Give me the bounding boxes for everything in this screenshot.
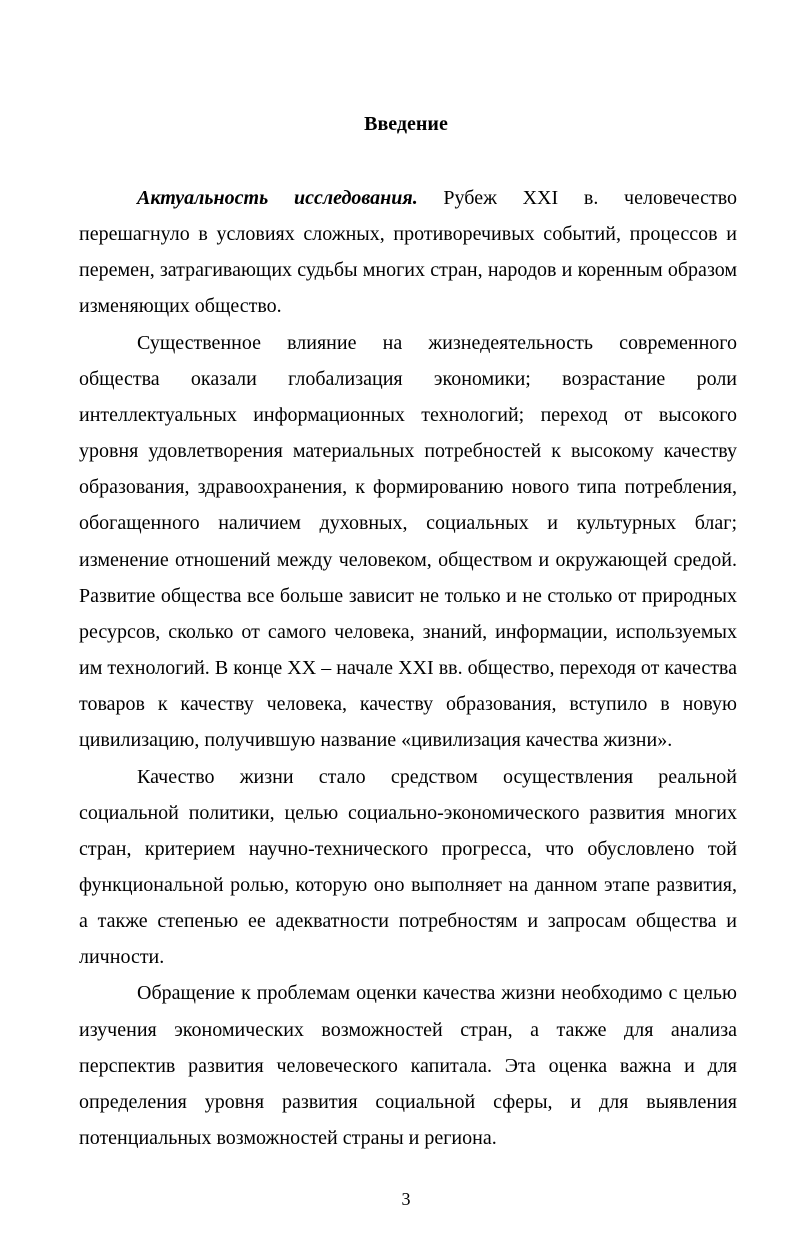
paragraph-influence: Существенное влияние на жизнедеятельность современного общества оказали глобализация экономики; возрастание роли интеллектуальных информационных технологий; переход от высокого уровня удовлетворения материальных потребностей к высокому качеству образования, здравоохранения, к формированию нового типа потребления, обогащенного наличием духовных, социальных и культурных благ; изменение отношений между человеком, обществом и окружающей средой. Развитие общества все больше зависит не только и не столько от природных ресурсов, сколько от самого человека, знаний, информации, используемых им технологий. В конце XX – начале XXI вв. общество, переходя от качества товаров к качеству человека, качеству образования, вступило в новую цивилизацию, получившую название «цивилизация качества жизни». bbox=[79, 331, 737, 752]
paragraph-lead: Актуальность исследования. bbox=[137, 187, 418, 209]
body-text bbox=[79, 180, 737, 1156]
paragraph-relevance bbox=[79, 180, 737, 325]
section-heading: Введение bbox=[364, 113, 448, 135]
paragraph-assessment: Обращение к проблемам оценки качества жизни необходимо с целью изучения экономических возможностей стран, а также для анализа перспектив развития человеческого капитала. Эта оценка важна и для определения уровня развития социальной сферы, и для выявления потенциальных возможностей страны и региона. bbox=[79, 982, 737, 1150]
page-number: 3 bbox=[401, 1189, 411, 1209]
paragraph-text: Рубеж XXI в. человечество перешагнуло в условиях сложных, противоречивых событий, процессов и перемен, затрагивающих судьбы многих стран, народов и коренным образом изменяющих общество. bbox=[79, 187, 738, 318]
paragraph-quality-of-life: Качество жизни стало средством осуществления реальной социальной политики, целью социально-экономического развития многих стран, критерием научно-технического прогресса, что обусловлено той функциональной ролью, которую оно выполняет на данном этапе развития, а также степенью ее адекватности потребностям и запросам общества и личности. bbox=[79, 765, 737, 969]
